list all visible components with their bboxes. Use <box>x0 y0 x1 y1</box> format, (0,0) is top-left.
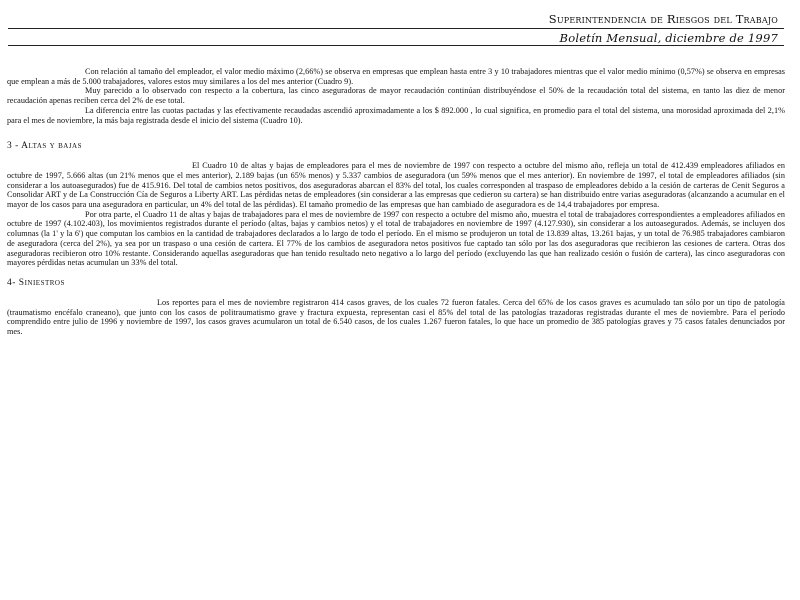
header-divider <box>8 28 784 29</box>
document-body <box>7 67 785 337</box>
section-3-paragraph-2: Por otra parte, el Cuadro 11 de altas y bajas de trabajadores para el mes de noviembre de 1997 con respecto a octubre del mismo año, muestra el total de trabajadores correspondientes a empleadores afiliados en octubre de 1997 (4.102.403), los movimientos registrados durante el período (altas, bajas y cambios netos) y el total de trabajadores en noviembre de 1997 (4.127.930), sin considerar a los autoasegurados. Además, se incluyen dos columnas (la 1' y la 6') que computan los cambios en la cantidad de trabajadores declarados a lo largo de todo el período. En el mismo se produjeron un total de 13.839 altas, 13.261 bajas, y un total de 76.985 trabajadores cambiaron de aseguradora (cerca del 2%), ya sea por un traspaso o una cesión de cartera. El 77% de los cambios de aseguradora netos positivos fue captado tan sólo por las dos aseguradoras que recibieron las cesiones de cartera. Otras dos aseguradoras recibieron otro 10% restante. Considerando aquellas aseguradoras que han tenido resultado neto negativo a lo largo del período (excluyendo las que han realizado cesión o fusión de cartera), las cinco aseguradoras con mayores pérdidas netas acumulan un 33% del total. <box>7 209 785 268</box>
intro-paragraph-2: Muy parecido a lo observado con respecto a la cobertura, las cinco aseguradoras de mayor recaudación continúan distribuyéndose el 50% de la recaudación total del sistema, en tanto las diez de menor recaudación apenas reciben cerca del 2% de ese total. <box>7 86 785 106</box>
section-3-paragraph-1: El Cuadro 10 de altas y bajas de empleadores para el mes de noviembre de 1997 con respecto a octubre del mismo año, refleja un total de 412.439 empleadores afiliados en octubre de 1997, 5.666 altas (un 21% menos que el mes anterior), 2.189 bajas (un 65% menos) y 5.337 cambios de aseguradora (un 59% menos que el mes anterior). En noviembre de 1997, el total de empleadores afiliados (sin considerar a los autoasegurados) fue de 415.916. Del total de cambios netos positivos, dos aseguradoras abarcan el 83% del total, los cuales corresponden al traspaso de empleadores debido a la cesión de carteras de Cenit Seguros a Consolidar ART y de La Construcción Cía de Seguros a Liberty ART. Las pérdidas netas de empleadores (sin considerar a las empresas que cedieron su cartera) se han distribuido entre varias aseguradoras (alcanzando a acumular en el mayor de los casos para una aseguradora en particular, un 4% del total de las pérdidas). El tamaño promedio de las empresas que han cambiado de aseguradora es de 14,4 trabajadores por empresa. <box>7 161 785 210</box>
page-header <box>8 12 784 46</box>
organization-title: Superintendencia de Riesgos del Trabajo <box>548 12 778 26</box>
header-divider-bottom <box>8 45 784 46</box>
section-4-paragraph-1: Los reportes para el mes de noviembre registraron 414 casos graves, de los cuales 72 fueron fatales. Cerca del 65% de los casos graves es acumulado tan sólo por un tipo de patología (traumatismo encéfalo craneano), que junto con los casos de politraumatismo grave y fractura expuesta, representan casi el 85% del total de las patologías trazadoras registradas durante el mes de noviembre. Para el período comprendido entre julio de 1996 y noviembre de 1997, los casos graves acumularon un total de 6.540 casos, de los cuales 1.267 fueron fatales, lo que hace un promedio de 385 patologías graves y 75 casos fatales denunciados por mes. <box>7 297 785 337</box>
section-3-title: 3 - Altas y bajas <box>7 141 82 152</box>
section-4-title: 4- Siniestros <box>7 277 65 288</box>
intro-paragraph-1: Con relación al tamaño del empleador, el valor medio máximo (2,66%) se observa en empresas que emplean hasta entre 3 y 10 trabajadores mientras que el valor medio mínimo (0,57%) se observa en empresas que emplean a más de 5.000 trabajadores, valores estos muy similares a los del mes anterior (Cuadro 9). <box>7 67 785 86</box>
intro-paragraph-3: La diferencia entre las cuotas pactadas y las efectivamente recaudadas ascendió aproximadamente a los $ 892.000 , lo cual significa, en promedio para el total del sistema, una morosidad aproximada del 2,1% para el mes de noviembre, la más baja registrada desde el inicio del sistema (Cuadro 10). <box>7 105 785 125</box>
bulletin-title: Boletín Mensual, diciembre de 1997 <box>559 31 778 45</box>
